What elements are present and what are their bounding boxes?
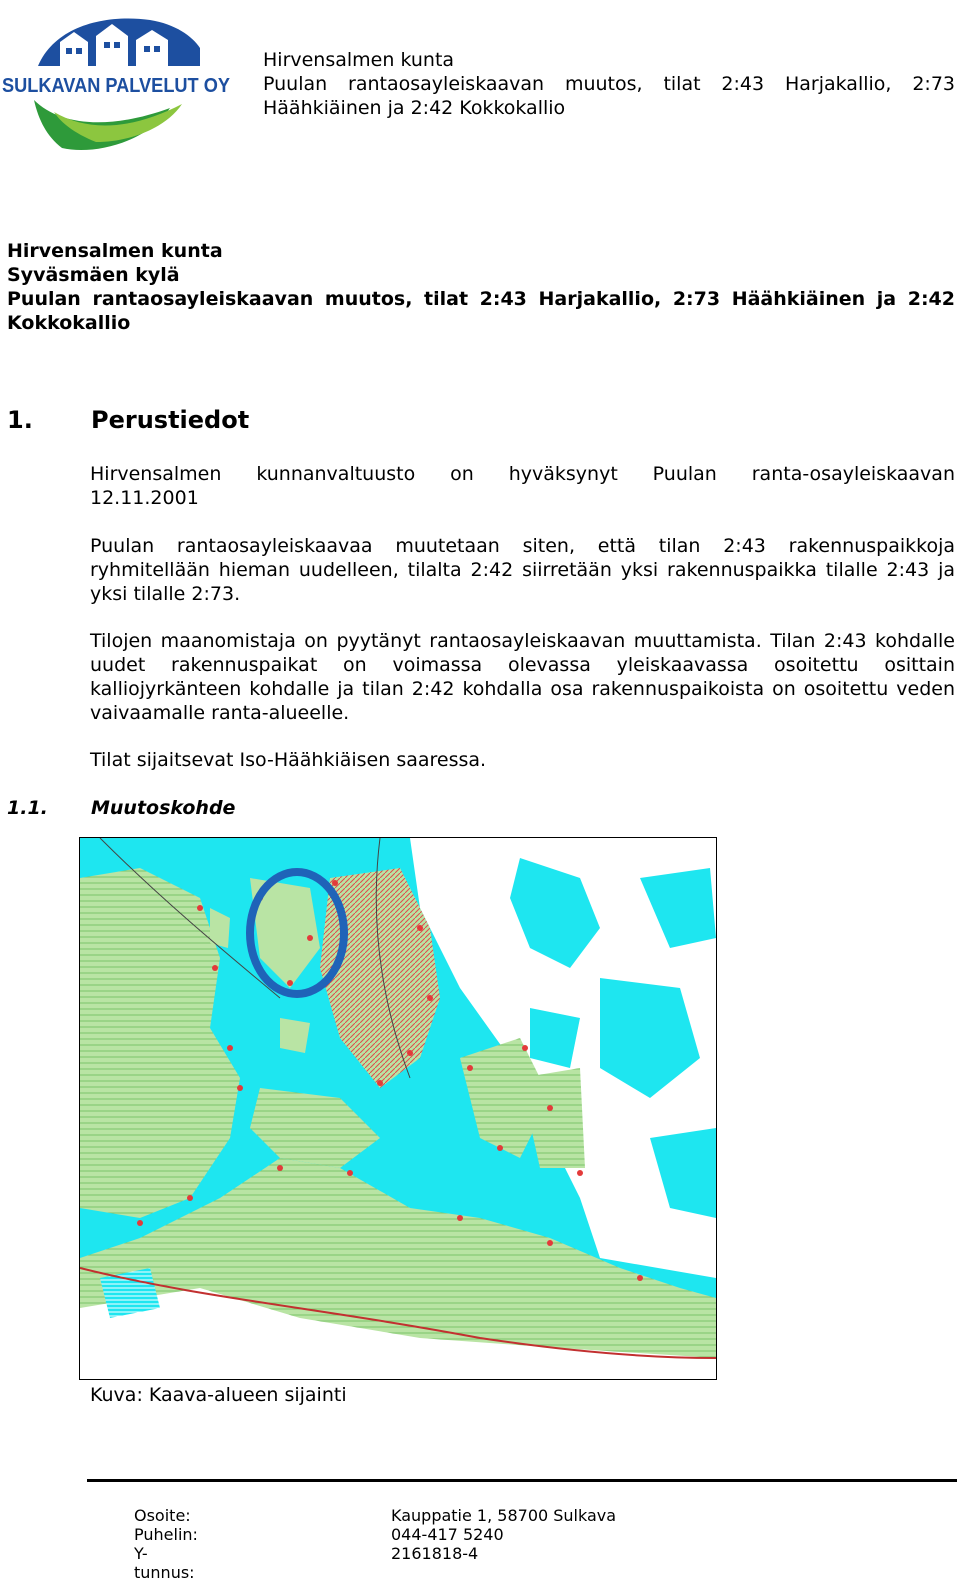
section-number: 1. [7,406,33,434]
title-village: Syväsmäen kylä [7,264,180,286]
footer-ytunnus-label: Y-tunnus: [134,1544,195,1582]
paragraph-approval-line1: Hirvensalmen kunnanvaltuusto on hyväksynyt Puulan ranta-osayleiskaavan [90,463,955,485]
title-plan-line2: Kokkokallio [7,312,131,334]
footer-address-value: Kauppatie 1, 58700 Sulkava [391,1506,617,1525]
footer-phone-label: Puhelin: [134,1525,198,1544]
paragraph-change: Puulan rantaosayleiskaavaa muutetaan siten, että tilan 2:43 rakennuspaikkoja ryhmitellään hieman uudelleen, tilalta 2:42 siirretään yksi rakennuspaikka tilalle 2:43 ja yksi tilalle 2:73. [90,535,955,605]
map-caption: Kuva: Kaava-alueen sijainti [90,1384,347,1406]
paragraph-request: Tilojen maanomistaja on pyytänyt rantaosayleiskaavan muuttamista. Tilan 2:43 kohdalle uudet rakennuspaikat on voimassa olevassa yleiskaavassa osoitettu osittain kalliojyrkänteen kohdalle ja tilan 2:42 kohdalla osa rakennuspaikoista on osoitettu veden vaivaamalle ranta-alueelle. [90,630,955,724]
company-logo [0,8,236,158]
document-title [7,239,955,335]
title-plan-line1: Puulan rantaosayleiskaavan muutos, tilat 2:43 Harjakallio, 2:73 Häähkiäinen ja 2:42 [7,288,955,310]
paragraph-approval [90,462,955,510]
footer-address-label: Osoite: [134,1506,191,1525]
logo-wordmark: SULKAVAN PALVELUT OY [2,75,231,97]
header-title-line2: Häähkiäinen ja 2:42 Kokkokallio [263,97,566,119]
footer-ytunnus-value: 2161818-4 [391,1544,479,1563]
subsection-title: Muutoskohde [91,797,236,819]
title-municipality: Hirvensalmen kunta [7,240,223,262]
footer-phone-value: 044-417 5240 [391,1525,504,1544]
header-municipality: Hirvensalmen kunta [263,49,455,71]
plan-area-map [79,837,717,1380]
running-header [263,48,955,120]
footer-divider [87,1479,957,1482]
paragraph-approval-date: 12.11.2001 [90,487,199,509]
header-title-line1: Puulan rantaosayleiskaavan muutos, tilat 2:43 Harjakallio, 2:73 [263,73,955,95]
paragraph-location: Tilat sijaitsevat Iso-Häähkiäisen saaressa. [90,749,487,771]
subsection-number: 1.1. [7,797,48,819]
section-title: Perustiedot [91,406,250,434]
